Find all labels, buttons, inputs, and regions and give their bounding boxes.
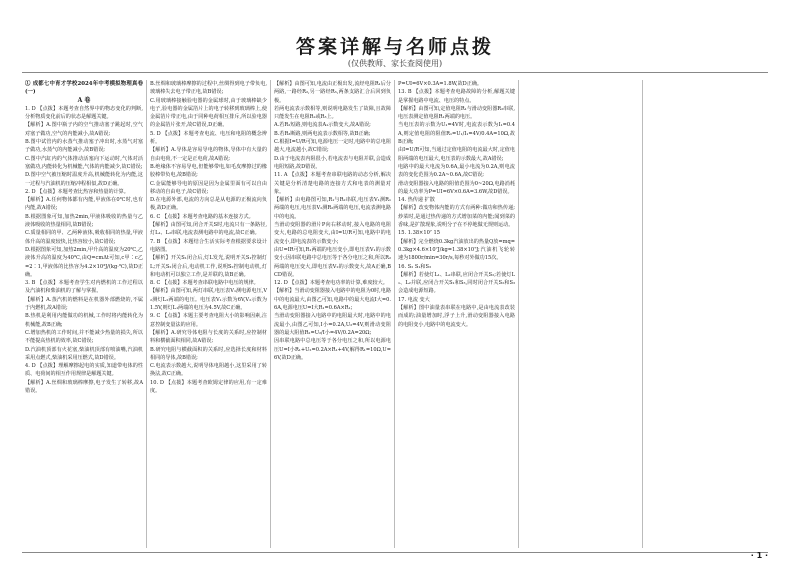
answer-paragraph: 当滑动变阻器的滑片P向右移动时,接入电路的电阻变大,电路的总电阻变大,由I=U/R可知,电路中的电流变小,即电流表的示数变小; [274,222,391,245]
answer-paragraph: D.图中空气被压缩时温度升高,机械能转化为内能,这一过程与汽油机的压缩冲程相似,故D正确。 [25,172,143,187]
answer-paragraph: 6. C 【点拨】本题考查电路的基本连接方式。 [150,213,254,220]
answer-paragraph: 11. A 【点拨】本题考查串联电路的动态分析,解决关键是分析清楚电路的连接方式和电表的测量对象。 [274,172,391,195]
answer-paragraph: 滑动变阻器接入电路的阻值范围为0~20Ω,电路消耗的最大功率为P=UI=6V×0.6A=3.6W,故D错误。 [398,180,515,195]
answer-paragraph: C.电流表示数越大,说明导体电阻越小,这里采用了转换法,故C正确。 [150,363,267,378]
answer-paragraph: 【解析】改变物体内能的方式有两种:做功和热传递;炒菜时,是通过热传递的方式增加菜的内能;闻到菜的香味,是扩散现象,说明分子在不停地做无规则运动。 [398,205,515,229]
answer-paragraph: C.根据I=U/R可知,电源电压一定时,电路中的总电阻越大,电流越小,故C错误; [274,139,391,154]
answer-paragraph: D.汽油机顶部有火花塞,柴油机顶部有喷油嘴,汽油机采用点燃式,柴油机采用压燃式,故D错误。 [25,346,143,361]
answer-paragraph: 因串联电路中总电压等于各分电压之和,所以电源电压U=I小R₁+U₂=0.2A×R₁+4V,解得R₁=10Ω,U=6V,故D正确。 [274,338,391,361]
answer-paragraph: 16. S₂ S₁和S₃ [398,263,432,270]
page-number: · 1 · [750,551,768,560]
answer-paragraph: 1. D 【点拨】本题考查自然界中的物态变化的判断,分析物质变化前后的状态是解题关键。 [25,105,143,121]
answer-paragraph: 【解析】由图可知,闭合开关S时,电流只有一条路径,灯L₁、L₂串联,电流表测电路中的电流,故C正确。 [150,222,267,237]
answer-paragraph: 【解析】A.导体是容易导电的物体,导体中有大量的自由电荷,不一定是正电荷,故A错误; [150,147,267,162]
answer-paragraph: B.热机是利用内能做功的机械,工作时将内能转化为机械能,故B正确; [25,313,143,328]
answer-paragraph: 10. D 【点拨】本题考查欧姆定律的应用,有一定难度。 [150,379,267,394]
answer-paragraph: C.增加热机的工作时间,并不能减少热量的损失,所以不能提高热机的效率,故C错误; [25,329,143,345]
answer-paragraph: B.研究电阻与横截面积的关系时,应选择长度和材料相同的导体,故B错误; [150,346,267,361]
answer-paragraph: A.若R₂短路,则电流表A₁示数变大,故A错误; [274,122,371,129]
answer-paragraph: 17. 电流 变大 [398,296,430,303]
answer-paragraph: 13. B 【点拨】本题考查电路故障的分析,解题关键是掌握电路中电流、电压的特点。 [398,89,515,104]
answer-paragraph: D.由于电流表内阻很小,若电流表与电阻并联,会造成电阻短路,故D错误。 [274,155,391,170]
answer-paragraph: 由U=IR可知,R₁两端的电压变小,即电压表V₁的示数变小;因串联电路中总电压等于各分电压之和,所以R₂两端的电压变大,即电压表V₂的示数变大,故A正确,BCD错误。 [274,246,391,278]
answer-paragraph: B.图中试管内的水蒸气推动塞子冲出时,水蒸气对塞子做功,水蒸气的内能减小,故B错误; [25,139,143,154]
answer-paragraph: 2. D 【点拨】本题考查比热容和热量的计算。 [25,188,129,195]
answer-paragraph: 【解析】由图可知,电流由正极出发,流经电阻R₁后分两路,一路经R₂,另一路经R₃,两条支路汇合后回到负极。 [274,81,391,104]
answer-paragraph: P=UI=6V×0.3A=1.8W,故D正确。 [398,81,483,87]
page-title: 答案详解与名师点拨 [295,36,494,58]
answer-paragraph: 8. C 【点拨】本题考查串联电路中电压的规律。 [150,280,259,287]
answer-paragraph: B.绝缘体不容易导电,但能够带电,如毛皮摩擦过的橡胶棒带负电,故B错误; [150,163,267,179]
source-heading: ① 成都七中育才学校2024年中考模拟物理真卷(一) [25,81,143,96]
answer-paragraph: 【解析】A.研究导体电阻与长度的关系时,应控制材料和横截面积相同,故A错误; [150,329,267,345]
answer-paragraph: C.图中汽缸内的气体推动活塞向下运动时,气体对活塞做功,内能转化为机械能,气体的内能减少,故C错误; [25,155,143,170]
answer-paragraph: 【解析】A.蒸汽机的燃料是在机器外部燃烧的,不属于内燃机,故A错误; [25,296,143,312]
answer-column [22,80,146,548]
footer-divider [22,552,768,553]
answer-paragraph: 当电压表的示数为U₁=4V时,电流表示数为I₁=0.4A,则定值电阻的阻值R₁=U₁/I₁=4V/0.4A=10Ω,故B正确; [398,122,515,146]
answer-paragraph: B.丝绸和玻璃棒摩擦的过程中,丝绸得到电子带负电,玻璃棒失去电子带正电,故B错误; [150,81,267,96]
answer-paragraph: 【解析】当滑动变阻器接入电路中的电阻为0时,电路中的电流最大,由图乙可知,电路中的最大电流I大=0.6A,电源电压U=I大R₁=0.6A×R₁; [274,288,391,312]
answer-paragraph: 电路中的最大电流为0.6A,最小电流为0.2A,则电流表的变化范围为0.2A~0.6A,故C错误; [398,163,515,179]
answer-paragraph: 【解析】若使灯L₁、L₂串联,应闭合开关S₂;若使灯L₁、L₂并联,应闭合开关S₁和S₃,同时闭合开关S₂和S₃会造成电源短路。 [398,271,515,295]
answer-paragraph: C.金属能够导电的原因是因为金属里面有可以自由移动的自由电子,故C错误; [150,180,267,195]
answer-column [518,80,642,548]
answer-paragraph: C.用玻璃棒接触验电器的金属球时,由于玻璃棒缺少电子,验电器的金属箔片上的电子转移到玻璃棒上,使金属箔片带正电,由于同种电荷相互排斥,所以验电器的金属箔片张开,故C错误,D正确。 [150,97,267,129]
answer-paragraph: 若两电流表示数相等,则说明电路发生了故障,且故障只能发生在电阻R₂或R₃上。 [274,105,391,121]
answer-column [394,80,518,548]
answer-column [642,80,766,548]
page-subtitle: (仅供教师、家长查阅使用) [347,59,443,68]
answer-paragraph: B.根据图象可知,加热2min,甲液体吸收的热量与乙液体吸收的热量相同,故B错误; [25,213,143,229]
answer-paragraph: 3. B 【点拨】本题考查学生对内燃机的工作过程以及汽油机和柴油机的了解与掌握。 [25,280,143,295]
answer-paragraph: 【解析】开关S₁闭合后,灯L发光,说明开关S₁控制灯L;开关S₂闭合后,电动机工作,说明S₂控制电动机,灯和电动机可以独立工作,是并联的,故B正确。 [150,255,267,278]
answer-paragraph: 7. B 【点拨】本题结合生活实际考查根据要求设计电路图。 [150,238,267,253]
answer-columns [22,80,768,548]
answer-paragraph: 当滑动变阻器接入电路中的电阻最大时,电路中的电流最小,由图乙可知,I小=0.2A,U₂=4V,则滑动变阻器的最大阻值R₂=U₂/I小=4V/0.2A=20Ω; [274,313,391,336]
answer-paragraph: 9. C 【点拨】本题主要考查电阻大小的影响因素,注意控制变量法的应用。 [150,313,267,328]
answer-paragraph: 【解析】图中油量表串联在电路中,是由电流表改装而成的;油量增加时,浮子上升,滑动变阻器接入电路的电阻变小,电路中的电流变大。 [398,305,515,328]
answer-column [270,80,394,548]
answer-paragraph: 12. D 【点拨】本题考查电功率的计算,难度较大。 [274,280,388,287]
section-heading: A 卷 [77,96,91,104]
answer-paragraph: 15. 1.38×10⁷ 15 [398,230,440,237]
answer-paragraph: B.若R₃断路,则两电流表示数相等,故B正确; [274,130,371,137]
answer-paragraph: 【解析】A.图中瓶子内的空气推动塞子跳起时,空气对塞子做功,空气的内能减小,故A错误; [25,122,143,137]
answer-column [146,80,270,548]
answer-paragraph: 【解析】A.丝绸和玻璃棒摩擦,电子发生了转移,故A错误。 [25,379,143,394]
answer-paragraph: 由I=U/R可知,当通过定值电阻的电流最大时,定值电阻两端的电压最大,电压表的示数最大,故A错误; [398,147,515,162]
answer-paragraph: 14. 热传递 扩散 [398,197,435,204]
answer-paragraph: 4. D 【点拨】理解摩擦起电的实质,知道带电体的性质、电荷间的相互作用规律是解题关键。 [25,363,143,378]
answer-paragraph: 【解析】由图可知,两灯串联,电压表V₁测电源电压,V₂测灯L₂两端的电压。电压表V₁示数为6V,V₂示数为1.5V,则灯L₁两端的电压为4.5V,故C正确。 [150,288,267,312]
answer-paragraph: 【解析】由电路图可知,R₁与R₂串联,电压表V₁测R₁两端的电压,电压表V₂测R₂两端的电压,电流表测电路中的电流。 [274,197,391,220]
answer-paragraph: 【解析】完全燃烧0.3kg汽油放出的热量Q放=mq=0.3kg×4.6×10⁷J/kg=1.38×10⁷J;汽油机飞轮转速为1800r/min=30r/s,每秒对外做功15次。 [398,238,515,262]
answer-paragraph: D.根据图象可知,加热2min,甲升高的温度为20℃,乙液体升高的温度为40℃,由Q=cmΔt可知,c甲∶c乙=2∶1,甲液体的比热容为4.2×10³J/(kg·℃),故D正确。 [25,246,143,278]
answer-paragraph: 【解析】由图可知,定值电阻R₁与滑动变阻器R₂串联,电压表测定值电阻R₁两端的电压。 [398,105,515,121]
answer-paragraph: 【解析】A.任何物体都有内能,甲液体在0℃时,也有内能,故A错误; [25,197,143,212]
answer-paragraph: D.在电源外部,电流的方向总是从电源的正极流向负极,故D正确。 [150,197,267,212]
answer-paragraph: 5. D 【点拨】本题考查电流、电压和电阻的概念辨析。 [150,130,267,146]
answer-paragraph: C.质量相同的甲、乙两种液体,吸收相同的热量,甲液体升高的温度较快,比热容较小,故C错误; [25,230,143,245]
header-divider [22,72,768,73]
